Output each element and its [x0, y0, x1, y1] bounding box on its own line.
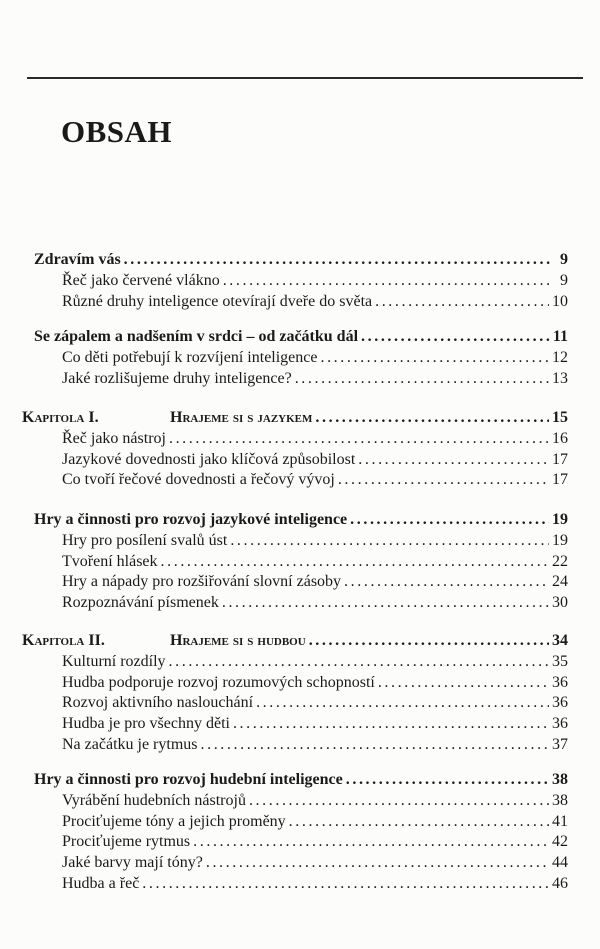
dot-leader [206, 853, 549, 874]
page-number: 42 [552, 833, 568, 851]
page-number: 37 [552, 735, 568, 753]
dot-leader [169, 652, 549, 673]
dot-leader [193, 832, 549, 853]
dot-leader [230, 531, 549, 552]
toc-section [22, 408, 568, 491]
entry-title: Hrajeme si s hudbou [170, 632, 306, 649]
entry-title: Hudba podporuje rozvoj rozumových schopností [62, 673, 375, 691]
entry-title: Rozpoznávání písmenek [62, 594, 219, 612]
entry-title: Zdravím vás [34, 251, 121, 268]
entry-title: Hry a nápady pro rozšiřování slovní zásoby [62, 573, 342, 591]
toc-entry[interactable] [22, 791, 568, 812]
toc-section-entry[interactable] [22, 250, 568, 271]
entry-title: Hrajeme si s jazykem [170, 409, 313, 426]
entry-title: Rozvoj aktivního naslouchání [62, 694, 254, 712]
page-number: 46 [552, 874, 568, 892]
page-number: 24 [552, 573, 568, 591]
chapter-label: Kapitola I. [22, 409, 99, 426]
toc-section-entry[interactable] [22, 770, 568, 791]
page-number: 15 [552, 409, 568, 426]
page-number: 38 [552, 791, 568, 809]
page-number: 12 [552, 348, 568, 366]
toc-chapter-entry[interactable] [22, 631, 568, 652]
dot-leader [344, 572, 549, 593]
dot-leader [315, 408, 549, 429]
page-number: 10 [552, 292, 568, 310]
dot-leader [378, 673, 549, 694]
toc-section [22, 770, 568, 895]
toc-section [22, 327, 568, 389]
entry-title: Jaké rozlišujeme druhy inteligence? [62, 369, 292, 387]
page-number: 9 [560, 251, 568, 268]
dot-leader [223, 271, 551, 292]
toc-entry[interactable] [22, 552, 568, 573]
dot-leader [169, 429, 549, 450]
page-title: OBSAH [61, 114, 173, 149]
entry-title: Hry pro posílení svalů úst [62, 531, 228, 549]
dot-leader [249, 791, 549, 812]
page-number: 35 [552, 652, 568, 670]
toc-section-entry[interactable] [22, 510, 568, 531]
entry-title: Jazykové dovednosti jako klíčová způsobilost [62, 450, 356, 468]
dot-leader [222, 593, 549, 614]
dot-leader [320, 348, 549, 369]
toc-entry[interactable] [22, 652, 568, 673]
toc-section [22, 250, 568, 312]
dot-leader [289, 812, 549, 833]
toc-entry[interactable] [22, 292, 568, 313]
page-number: 16 [552, 429, 568, 447]
page-number: 41 [552, 812, 568, 830]
entry-title: Jaké barvy mají tóny? [62, 854, 203, 872]
dot-leader [375, 292, 549, 313]
page-number: 19 [552, 531, 568, 549]
page-number: 9 [560, 271, 568, 289]
entry-title: Tvoření hlásek [62, 552, 158, 570]
entry-title: Různé druhy inteligence otevírají dveře do světa [62, 292, 373, 310]
dot-leader [309, 631, 549, 652]
entry-title: Co děti potřebují k rozvíjení inteligence [62, 348, 318, 366]
toc-entry[interactable] [22, 735, 568, 756]
toc-entry[interactable] [22, 853, 568, 874]
entry-title: Na začátku je rytmus [62, 735, 198, 753]
page-number: 44 [552, 854, 568, 872]
page-number: 13 [552, 369, 568, 387]
toc-entry[interactable] [22, 572, 568, 593]
page-number: 19 [552, 511, 568, 528]
page-number: 34 [552, 632, 568, 649]
toc-entry[interactable] [22, 369, 568, 390]
toc-entry[interactable] [22, 470, 568, 491]
dot-leader [142, 874, 549, 895]
toc-entry[interactable] [22, 812, 568, 833]
page-number: 17 [552, 471, 568, 489]
toc-entry[interactable] [22, 593, 568, 614]
dot-leader [295, 369, 549, 390]
page-number: 36 [552, 673, 568, 691]
entry-title: Vyrábění hudebních nástrojů [62, 791, 246, 809]
dot-leader [358, 450, 549, 471]
entry-title: Prociťujeme rytmus [62, 833, 191, 851]
toc-entry[interactable] [22, 271, 568, 292]
toc-entry[interactable] [22, 874, 568, 895]
dot-leader [361, 327, 550, 348]
toc-entry[interactable] [22, 673, 568, 694]
page-number: 36 [552, 715, 568, 733]
toc-entry[interactable] [22, 832, 568, 853]
toc-section [22, 510, 568, 614]
entry-title: Hudba a řeč [62, 874, 140, 892]
toc-entry[interactable] [22, 693, 568, 714]
entry-title: Co tvoří řečové dovednosti a řečový vývoj [62, 471, 335, 489]
entry-title: Hry a činnosti pro rozvoj hudební inteligence [34, 771, 343, 788]
dot-leader [338, 470, 549, 491]
entry-title: Řeč jako červené vlákno [62, 271, 220, 289]
dot-leader [346, 770, 549, 791]
toc-chapter-entry[interactable] [22, 408, 568, 429]
chapter-label: Kapitola II. [22, 632, 105, 649]
dot-leader [161, 552, 549, 573]
dot-leader [124, 250, 551, 271]
entry-title: Hry a činnosti pro rozvoj jazykové inteligence [34, 511, 348, 528]
toc-entry[interactable] [22, 429, 568, 450]
page-number: 17 [552, 450, 568, 468]
toc-entry[interactable] [22, 714, 568, 735]
entry-title: Se zápalem a nadšením v srdci – od začátku dál [34, 328, 359, 345]
toc-entry[interactable] [22, 531, 568, 552]
dot-leader [256, 693, 549, 714]
dot-leader [201, 735, 550, 756]
page-number: 11 [552, 328, 568, 345]
dot-leader [350, 510, 549, 531]
toc-entry[interactable] [22, 450, 568, 471]
entry-title: Hudba je pro všechny děti [62, 715, 230, 733]
page-number: 38 [552, 771, 568, 788]
header-rule [27, 77, 583, 79]
dot-leader [233, 714, 549, 735]
toc-section-entry[interactable] [22, 327, 568, 348]
page-number: 36 [552, 694, 568, 712]
entry-title: Kulturní rozdíly [62, 652, 166, 670]
entry-title: Řeč jako nástroj [62, 429, 166, 447]
page-number: 30 [552, 594, 568, 612]
toc-section [22, 631, 568, 756]
page-number: 22 [552, 552, 568, 570]
toc-entry[interactable] [22, 348, 568, 369]
entry-title: Prociťujeme tóny a jejich proměny [62, 812, 286, 830]
